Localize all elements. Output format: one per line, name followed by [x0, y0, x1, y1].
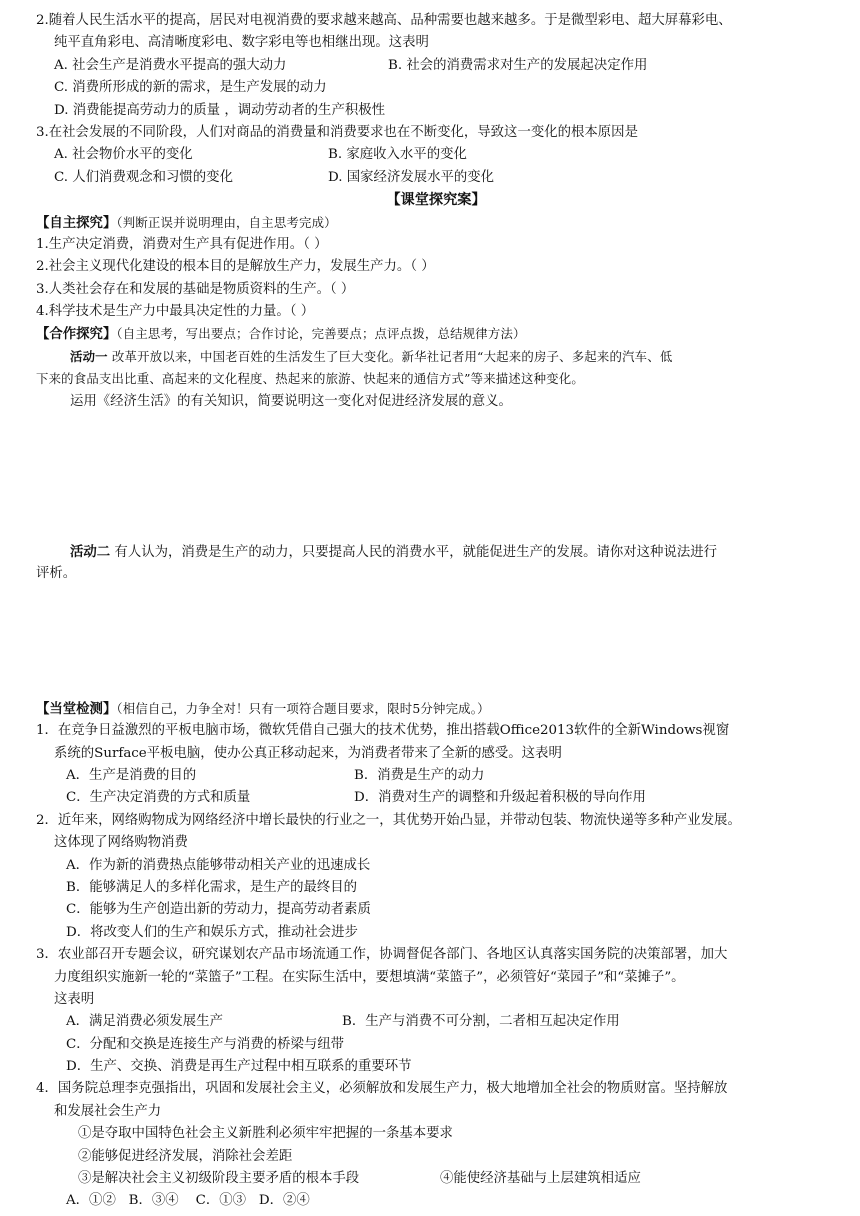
check-question-4 [36, 1078, 836, 1212]
option-a[interactable]: A．作为新的消费热点能够带动相关产业的迅速成长 [66, 857, 371, 873]
coop-explore-section [36, 323, 836, 697]
check-question-1 [36, 720, 836, 810]
coop-explore-label: 【合作探究】 [36, 326, 117, 343]
question-3-stem: 3.在社会发展的不同阶段，人们对商品的消费量和消费要求也在不断变化，导致这一变化的根本原因是 [36, 124, 638, 140]
question-2-options-row1 [36, 55, 836, 77]
option-a[interactable]: A．生产是消费的目的 [66, 767, 197, 783]
question-2-stem-line1: 2.随着人民生活水平的提高，居民对电视消费的要求越来越高、品种需要也越来越多。于是微型彩电、超大屏幕彩电、 [36, 13, 732, 28]
check-q1-row1 [36, 765, 836, 787]
activity-1-answer-space[interactable] [36, 413, 836, 541]
option-b[interactable]: B. 家庭收入水平的变化 [328, 147, 467, 163]
question-3-options-row1 [36, 144, 836, 166]
option-c[interactable]: C．能够为生产创造出新的劳动力，提高劳动者素质 [66, 902, 371, 918]
check-section [36, 698, 836, 1213]
option-d[interactable]: D．生产、交换、消费是再生产过程中相互联系的重要环节 [66, 1059, 412, 1075]
question-2 [36, 10, 836, 122]
check-q1-row2 [36, 787, 836, 809]
option-b[interactable]: B．消费是生产的动力 [354, 767, 485, 783]
option-b[interactable]: B．生产与消费不可分割，二者相互起决定作用 [342, 1014, 620, 1030]
activity-2-line1 [36, 541, 836, 563]
statement-3: ③是解决社会主义初级阶段主要矛盾的根本手段 [78, 1171, 360, 1187]
activity-2-line2: 评析。 [36, 566, 77, 582]
option-c[interactable]: C．分配和交换是连接生产与消费的桥梁与纽带 [66, 1036, 345, 1052]
worksheet-page [36, 10, 836, 1213]
question-2-stem-line2: 纯平直角彩电、高清晰度彩电、数字彩电等也相继出现。这表明 [54, 35, 429, 51]
statement-1: ①是夺取中国特色社会主义新胜利必须牢牢把握的一条基本要求 [78, 1126, 453, 1142]
check-hint: （相信自己，力争全对！只有一项符合题目要求，限时5分钟完成。） [116, 700, 490, 716]
option-d[interactable]: D．将改变人们的生产和娱乐方式，推动社会进步 [66, 924, 358, 940]
self-explore-item-3[interactable]: 3.人类社会存在和发展的基础是物质资料的生产。（ ） [36, 281, 355, 297]
question-3-options-row2 [36, 167, 836, 189]
option-c[interactable]: C. 消费所形成的新的需求，是生产发展的动力 [54, 80, 327, 96]
check-q3-line3: 这表明 [54, 991, 95, 1007]
option-d[interactable]: D. 国家经济发展水平的变化 [328, 169, 495, 185]
activity-1-text1: 改革开放以来，中国老百姓的生活发生了巨大变化。新华社记者用“大起来的房子、多起来的汽车、低 [107, 348, 673, 364]
option-b[interactable]: B．能够满足人的多样化需求，是生产的最终目的 [66, 879, 358, 895]
check-header [36, 698, 836, 720]
section-title: 【课堂探究案】 [386, 192, 486, 209]
option-a[interactable]: A．满足消费必须发展生产 [66, 1014, 223, 1030]
activity-1-task: 运用《经济生活》的有关知识，简要说明这一变化对促进经济发展的意义。 [70, 393, 512, 409]
option-c[interactable]: C. 人们消费观念和习惯的变化 [54, 169, 233, 185]
check-q1-line2: 系统的Surface平板电脑，使办公真正移动起来，为消费者带来了全新的感受。这表明 [54, 745, 562, 761]
check-q2-line2: 这体现了网络购物消费 [54, 835, 188, 851]
activity-2-answer-space[interactable] [36, 586, 836, 698]
coop-explore-hint: （自主思考，写出要点；合作讨论，完善要点；点评点拨，总结规律方法） [116, 326, 526, 342]
self-explore-item-2[interactable]: 2.社会主义现代化建设的根本目的是解放生产力，发展生产力。（ ） [36, 259, 435, 275]
coop-explore-header [36, 323, 836, 345]
question-3 [36, 122, 836, 189]
activity-2-text1: 有人认为，消费是生产的动力，只要提高人民的消费水平，就能促进生产的发展。请你对这种说法进行 [110, 545, 718, 561]
activity-1-line1 [36, 346, 836, 368]
option-a[interactable]: A. 社会生产是消费水平提高的强大动力 [54, 57, 287, 73]
check-q3-line2: 力度组织实施新一轮的“菜篮子”工程。在实际生活中，要想填满“菜篮子”，必须管好“菜园子”和“菜摊子”。 [54, 969, 685, 985]
activity-1-line2: 下来的食品支出比重、高起来的文化程度、热起来的旅游、快起来的通信方式”等来描述这种变化。 [36, 371, 584, 387]
self-explore-hint: （判断正误并说明理由，自主思考完成） [116, 214, 337, 230]
check-q4-line1: 4．国务院总理李克强指出，巩固和发展社会主义，必须解放和发展生产力，极大地增加全社会的物质财富。坚持解放 [36, 1081, 728, 1097]
self-explore-item-1[interactable]: 1.生产决定消费，消费对生产具有促进作用。（ ） [36, 236, 328, 252]
option-a[interactable]: A. 社会物价水平的变化 [54, 147, 193, 163]
check-label: 【当堂检测】 [36, 700, 117, 717]
option-c[interactable]: C．生产决定消费的方式和质量 [66, 790, 251, 806]
statement-4: ④能使经济基础与上层建筑相适应 [440, 1171, 641, 1187]
activity-2-label: 活动二 [70, 544, 111, 561]
option-d[interactable]: D. 消费能提高劳动力的质量 ，调动劳动者的生产积极性 [54, 102, 386, 118]
check-question-3 [36, 944, 836, 1078]
self-explore-section [36, 212, 836, 324]
self-explore-label: 【自主探究】 [36, 214, 117, 231]
check-q3-row1 [36, 1011, 836, 1033]
statement-2: ②能够促进经济发展，消除社会差距 [78, 1148, 293, 1164]
check-question-2 [36, 810, 836, 944]
self-explore-item-4[interactable]: 4.科学技术是生产力中最具决定性的力量。（ ） [36, 304, 315, 320]
check-q2-line1: 2．近年来，网络购物成为网络经济中增长最快的行业之一，其优势开始凸显，并带动包装、物流快递等多种产业发展。 [36, 812, 741, 828]
check-q1-line1: 1．在竞争日益激烈的平板电脑市场，微软凭借自己强大的技术优势，推出搭载Office2013软件的全新Windows视窗 [36, 723, 730, 739]
self-explore-header [36, 212, 836, 234]
check-q4-options[interactable]: A．①② B．③④ C．①③ D．②④ [66, 1193, 310, 1209]
statements-3-4-row [36, 1168, 836, 1190]
activity-1-label: 活动一 [70, 348, 108, 364]
option-b[interactable]: B. 社会的消费需求对生产的发展起决定作用 [388, 57, 648, 73]
check-q4-line2: 和发展社会生产力 [54, 1103, 162, 1119]
option-d[interactable]: D．消费对生产的调整和升级起着积极的导向作用 [354, 790, 646, 806]
check-q3-line1: 3．农业部召开专题会议，研究谋划农产品市场流通工作，协调督促各部门、各地区认真落实国务院的决策部署，加大 [36, 947, 728, 963]
